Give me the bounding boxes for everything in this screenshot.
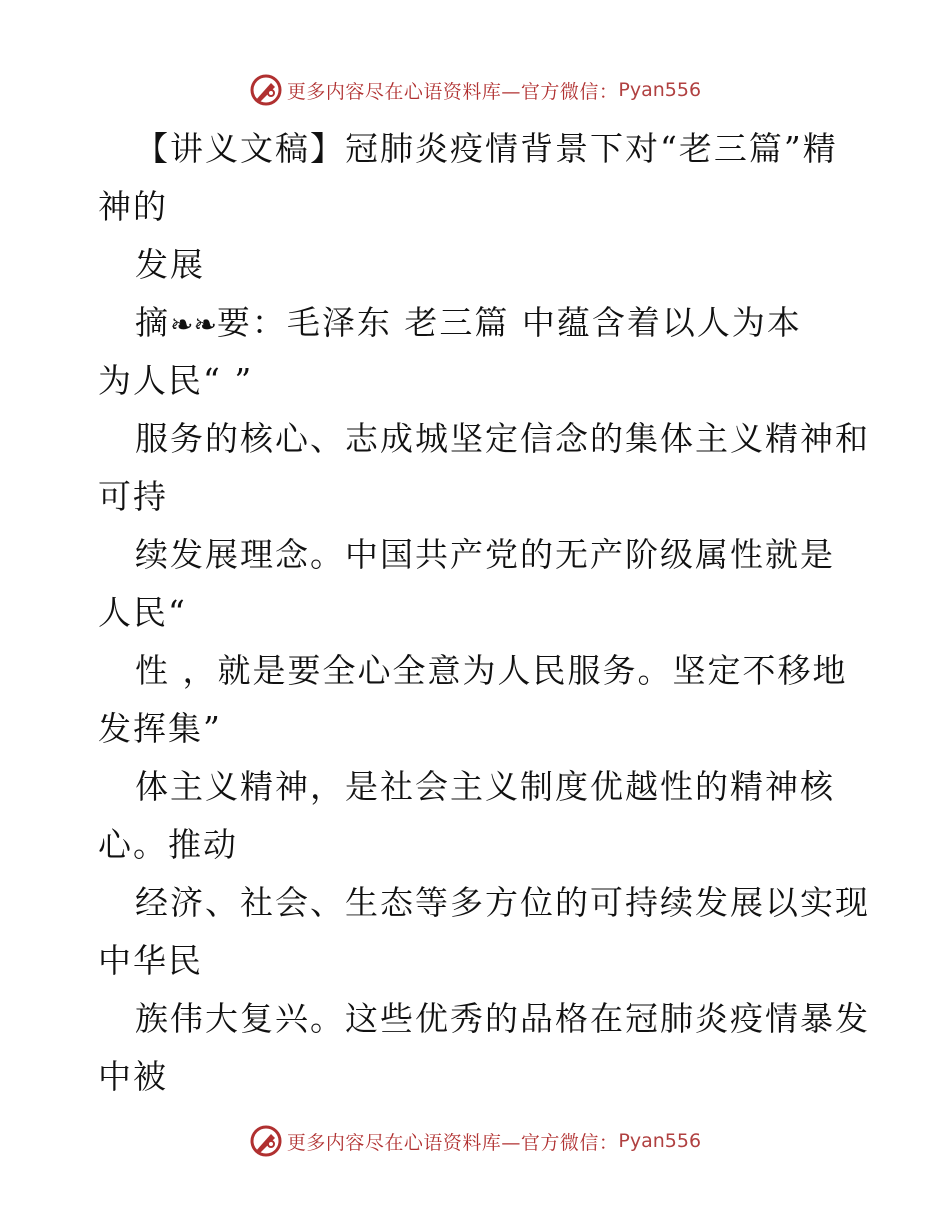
pen-seal-logo-icon [249,73,283,107]
body-line: 续发展理念。中国共产党的无产阶级属性就是 [135,535,835,574]
header-banner [0,70,950,110]
body-line: 体主义精神，是社会主义制度优越性的精神核 [135,767,835,806]
footer-banner [0,1121,950,1161]
body-line: 族伟大复兴。这些优秀的品格在冠肺炎疫情暴发 [135,999,870,1038]
floral-ornament-icon: ❧❧ [170,308,217,341]
body-line: 经济、社会、生态等多方位的可持续发展以实现 [135,883,870,922]
body-line: 服务的核心、志成城坚定信念的集体主义精神和 [135,419,870,458]
body-line: 可持 [98,477,168,516]
banner-text: 更多内容尽在心语资料库—官方微信： [286,80,619,103]
pen-seal-logo-icon [249,1124,283,1158]
document-body [98,120,888,1106]
body-line: 发挥集” [98,709,222,748]
title-line-1: 【讲义文稿】冠肺炎疫情背景下对“老三篇”精 [135,129,838,168]
abstract-text: 要：毛泽东 老三篇 中蕴含着以人为本 [216,303,802,342]
abstract-line [98,294,888,352]
banner-text: 更多内容尽在心语资料库—官方微信： [286,1131,619,1154]
body-line: 中华民 [98,941,203,980]
body-line: 为人民“ ” [98,361,254,400]
body-line: 性 ，就是要全心全意为人民服务。坚定不移地 [135,651,848,690]
body-line: 中被 [98,1057,168,1096]
body-line: 心。推动 [98,825,238,864]
banner-wechat-id: Pyan556 [618,1130,702,1152]
title-line-3: 发展 [135,245,205,284]
body-line: 人民“ [98,593,187,632]
title-line-2: 神的 [98,187,168,226]
banner-wechat-id: Pyan556 [618,79,702,101]
abstract-prefix: 摘 [135,303,170,342]
